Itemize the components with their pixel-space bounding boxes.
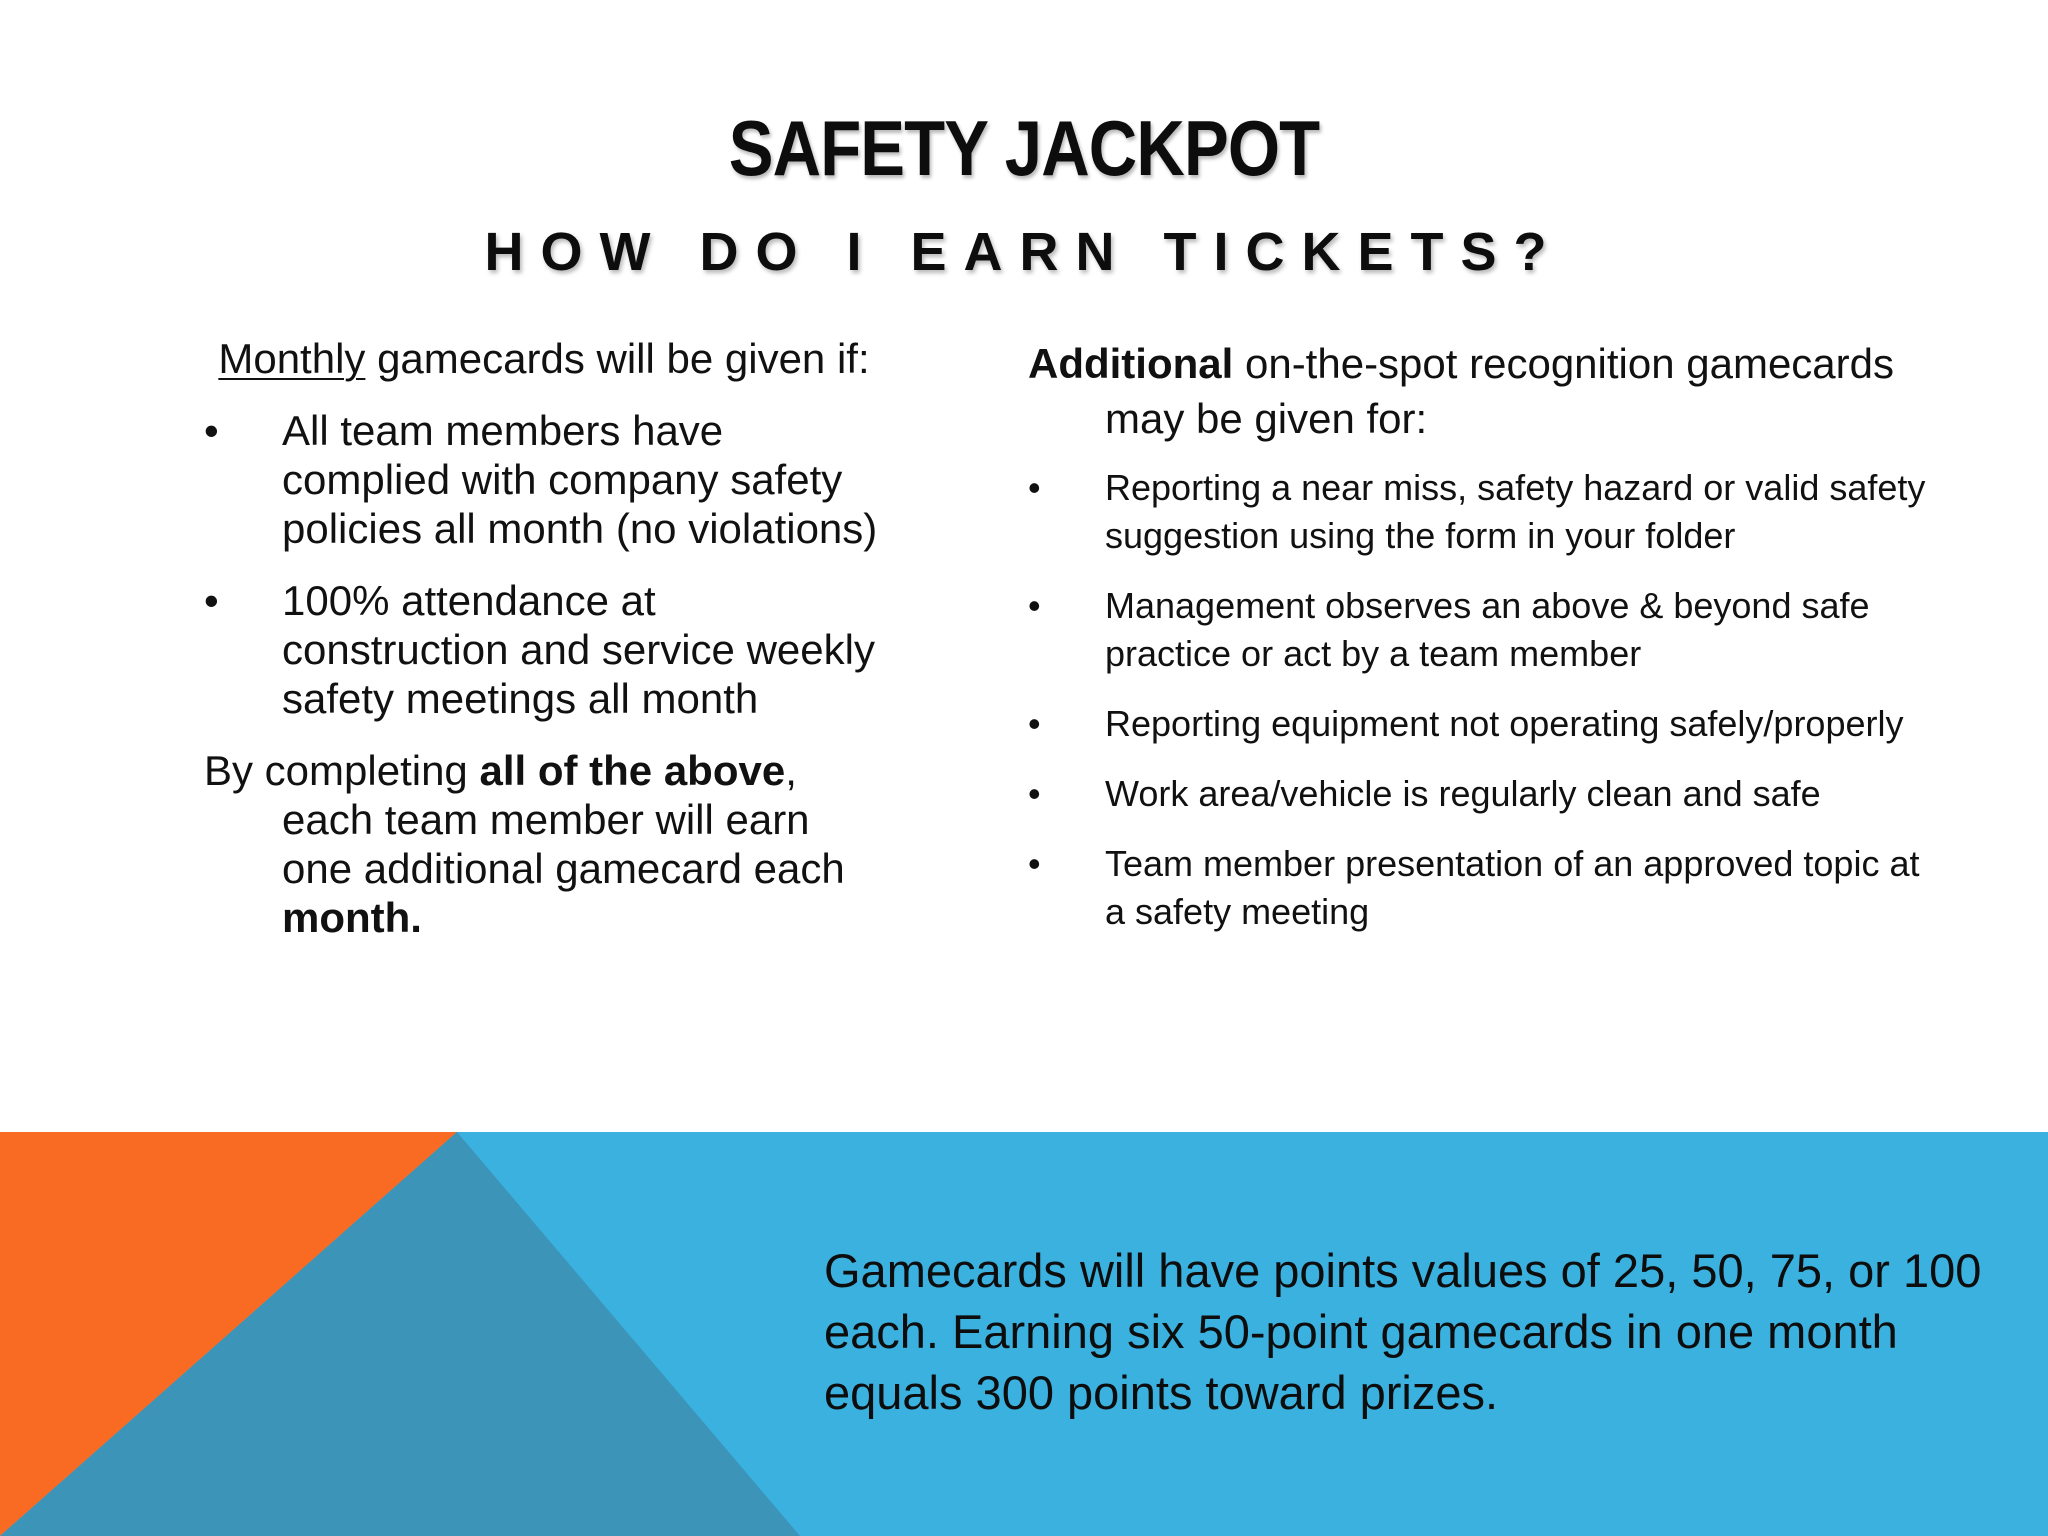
bullet-icon: • — [1028, 585, 1041, 626]
closing-bold-2: month. — [282, 894, 422, 941]
right-bullet-text: Work area/vehicle is regularly clean and safe — [1105, 773, 1821, 814]
closing-text-2: , each team member will earn one additional gamecard each — [282, 747, 845, 892]
right-bullet-list — [1028, 464, 1928, 936]
bullet-icon: • — [204, 577, 219, 624]
left-bullet-text: All team members have complied with company safety policies all month (no violations) — [282, 407, 878, 552]
left-intro — [204, 334, 884, 383]
closing-text-1: By completing — [204, 747, 480, 794]
list-item — [1028, 700, 1928, 748]
right-intro-rest: on-the-spot recognition gamecards may be given for: — [1105, 340, 1895, 442]
left-bullet-list — [204, 406, 884, 723]
bullet-icon: • — [1028, 703, 1041, 744]
left-closing-paragraph — [204, 746, 884, 942]
slide-title: SAFETY JACKPOT — [728, 104, 1320, 192]
list-item — [204, 406, 884, 553]
slide-subtitle: HOW DO I EARN TICKETS? — [484, 222, 1564, 282]
right-intro — [1028, 336, 1928, 446]
left-bullet-text: 100% attendance at construction and service weekly safety meetings all month — [282, 577, 875, 722]
left-column — [204, 334, 884, 942]
left-intro-rest: gamecards will be given if: — [365, 335, 870, 382]
right-bullet-text: Management observes an above & beyond safe practice or act by a team member — [1105, 585, 1870, 674]
gamecard-points-note: Gamecards will have points values of 25, 50, 75, or 100 each. Earning six 50-point gamecards in one month equals 300 points toward prizes. — [824, 1244, 1982, 1419]
right-intro-bold: Additional — [1028, 340, 1234, 387]
bullet-icon: • — [1028, 843, 1041, 884]
list-item — [1028, 582, 1928, 678]
list-item — [1028, 770, 1928, 818]
list-item — [1028, 464, 1928, 560]
left-intro-underlined: Monthly — [218, 335, 366, 382]
list-item — [204, 576, 884, 723]
bullet-icon: • — [1028, 773, 1041, 814]
right-bullet-text: Team member presentation of an approved topic at a safety meeting — [1105, 843, 1920, 932]
right-column — [1028, 336, 1928, 958]
bullet-icon: • — [1028, 467, 1041, 508]
right-bullet-text: Reporting equipment not operating safely/properly — [1105, 703, 1904, 744]
list-item — [1028, 840, 1928, 936]
closing-bold-1: all of the above — [479, 747, 786, 794]
bullet-icon: • — [204, 407, 219, 454]
right-bullet-text: Reporting a near miss, safety hazard or valid safety suggestion using the form in your folder — [1105, 467, 1926, 556]
